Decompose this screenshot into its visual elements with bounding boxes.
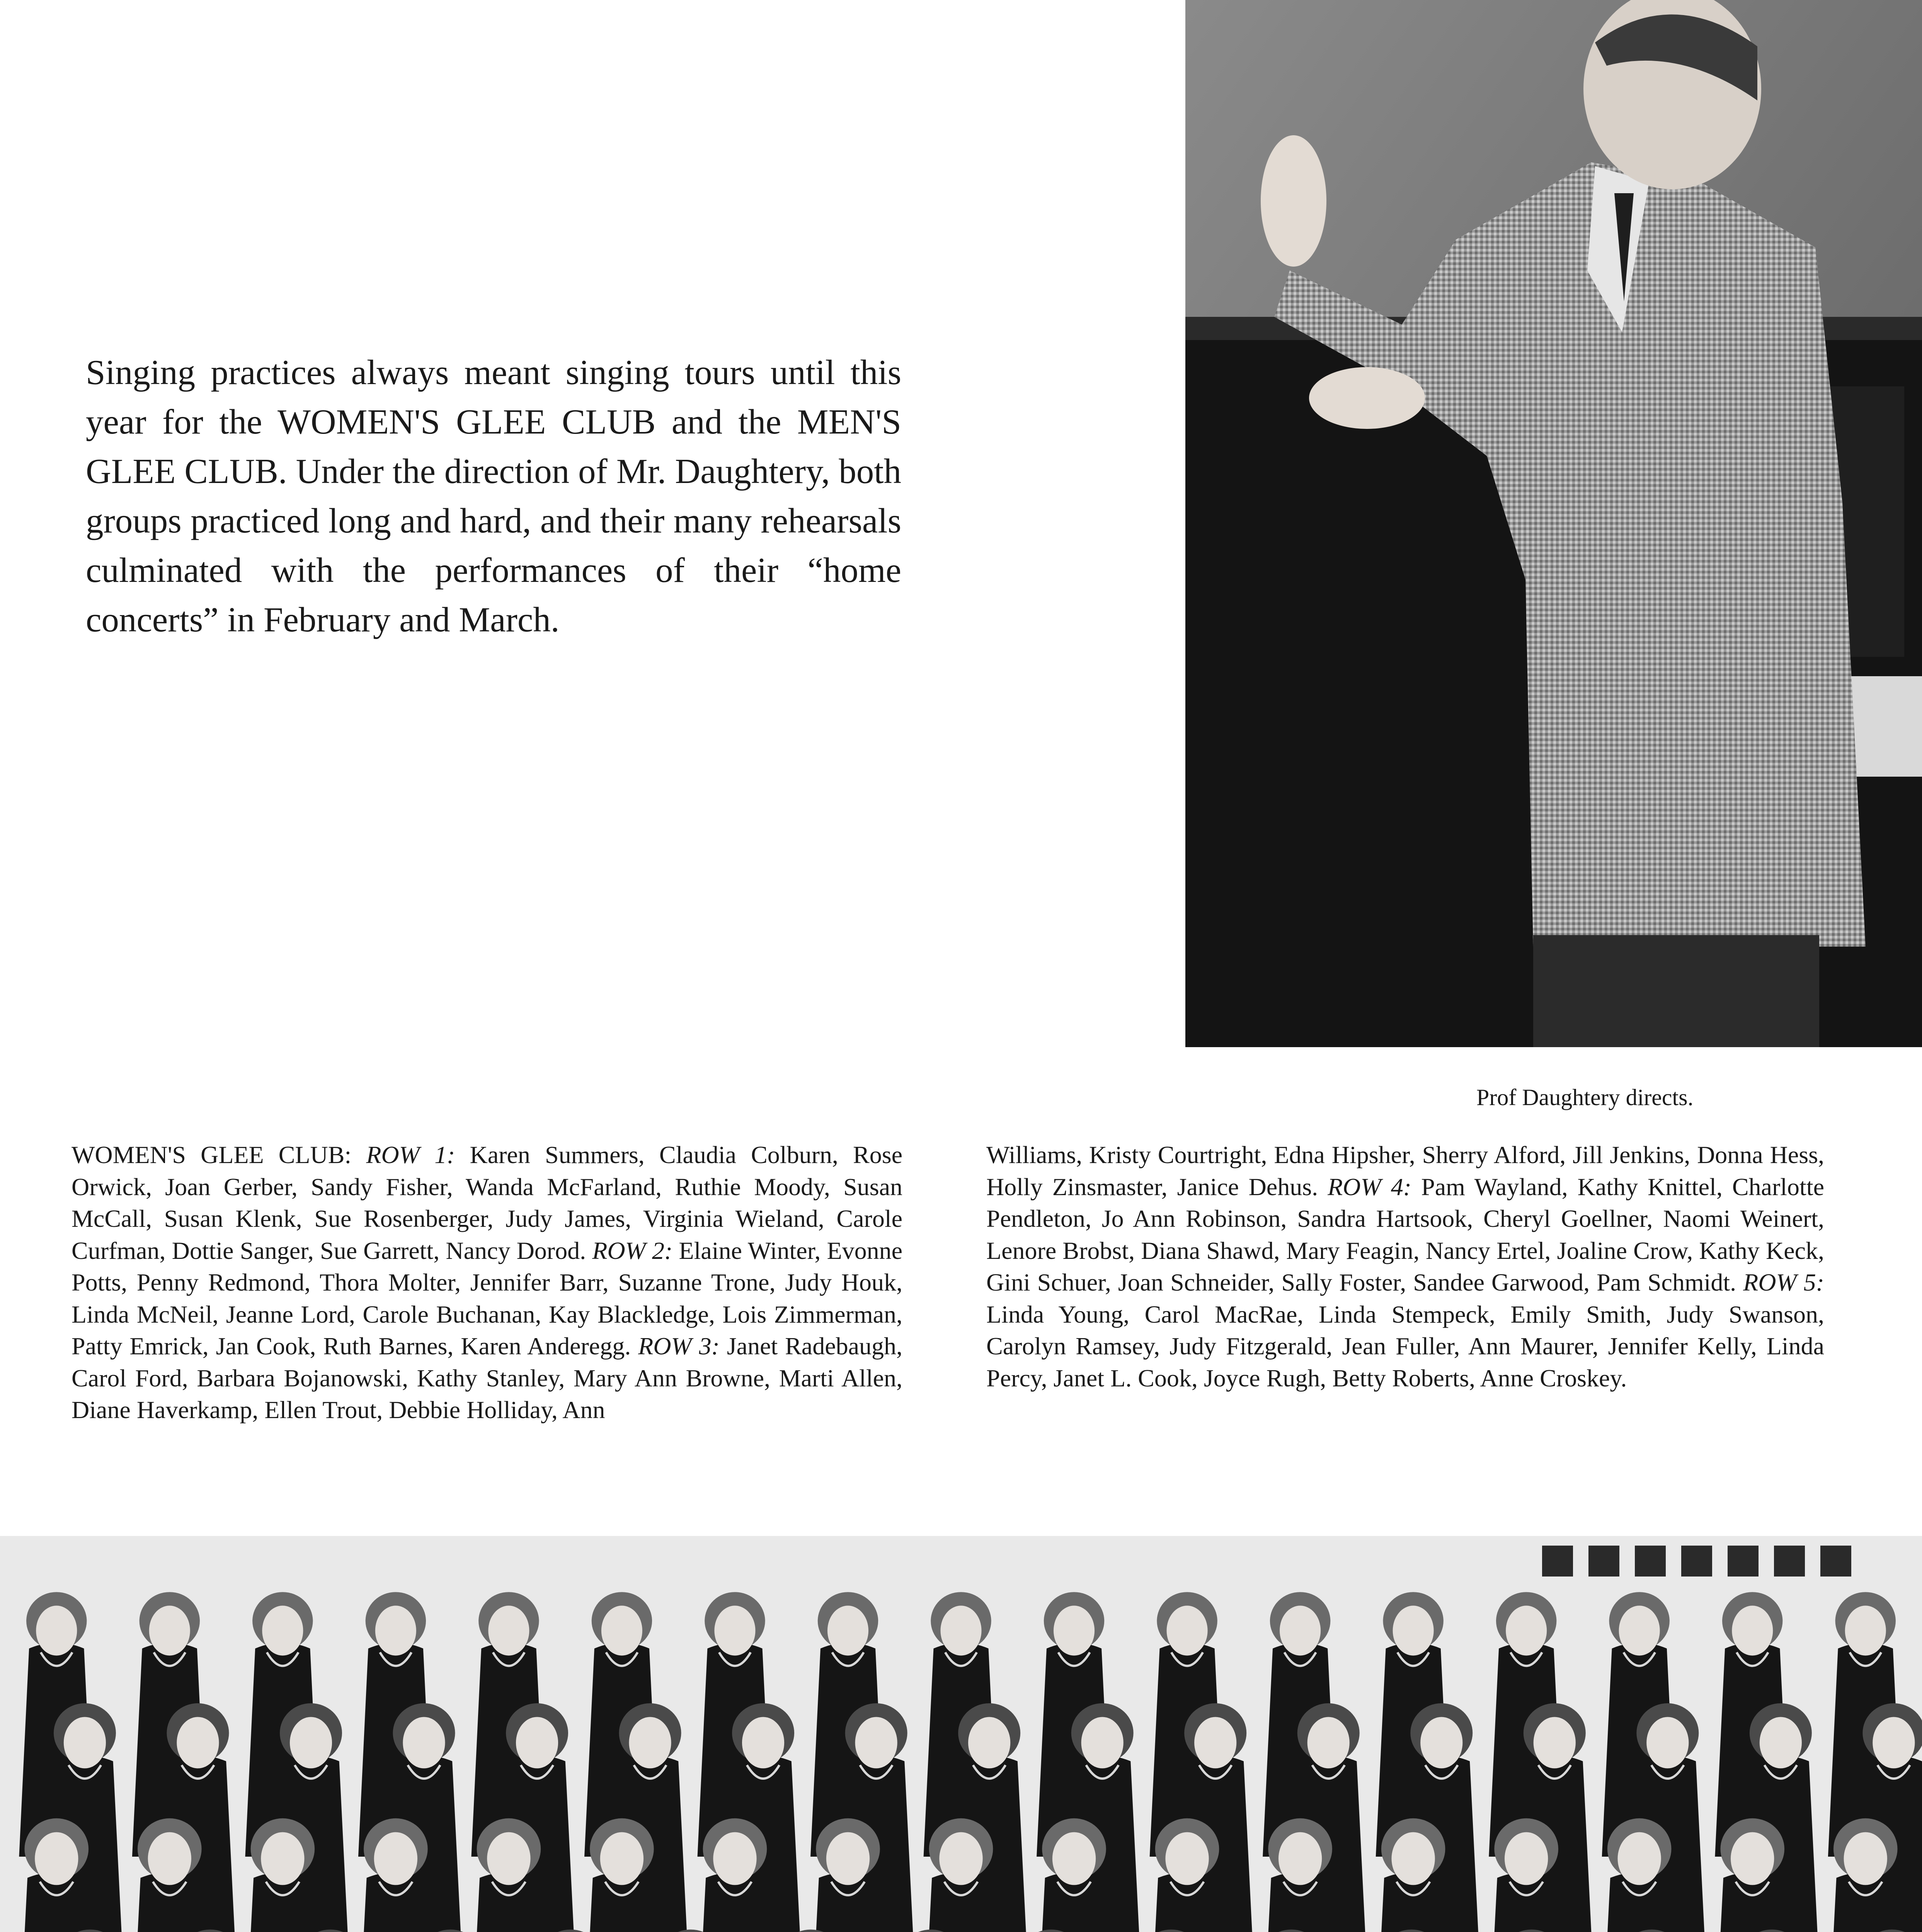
row-5-names: Linda Young, Carol MacRae, Linda Stempeck, Emily Smith, Judy Swanson, Carolyn Ramsey, Judy Fitzgerald, Jean Fuller, Ann Maurer, Jennifer Kelly, Linda Percy, Janet L. Cook, Joyce Rugh, Betty Roberts, Anne Croskey. [986,1300,1824,1392]
row-2-names: Elaine Winter, Evonne Potts, Penny Redmond, Thora Molter, Jennifer Barr, Suzanne Trone, Judy Houk, Linda McNeil, Jeanne Lord, Carole Buchanan, Kay Blackledge, Lois Zimmerman, Patty Emrick, Jan Cook, Ruth Barnes, Karen Anderegg. [72,1236,903,1360]
row-3-names-part2: Williams, Kristy Courtright, Edna Hipsher, Sherry Alford, Jill Jenkins, Donna Hess, Holly Zinsmaster, Janice Dehus. [986,1141,1824,1201]
intro-paragraph: Singing practices always meant singing tours until this year for the WOMEN'S GLEE CLUB and the MEN'S GLEE CLUB. Under the direction of Mr. Daughtery, both groups practiced long and hard, and their many rehearsals culminated with the performances of their “home concerts” in February and March. [86,353,901,639]
row-1-label: ROW 1: [366,1141,455,1168]
row-4-names: Pam Wayland, Kathy Knittel, Charlotte Pendleton, Jo Ann Robinson, Sandra Hartsook, Cheryl Goellner, Naomi Weinert, Lenore Brobst, Diana Shawd, Mary Feagin, Nancy Ertel, Joaline Crow, Kathy Keck, Gini Schuer, Joan Schneider, Sally Foster, Sandee Garwood, Pam Schmidt. [986,1173,1825,1296]
roster-right-column [986,1139,1824,1394]
row-1-names: Karen Summers, Claudia Colburn, Rose Orwick, Joan Gerber, Sandy Fisher, Wanda McFarland, Ruthie Moody, Susan McCall, Susan Klenk, Sue Rosenberger, Judy James, Virginia Wieland, Carole Curfman, Dottie Sanger, Sue Garrett, Nancy Dorod. [72,1141,903,1264]
row-2-label: ROW 2: [592,1236,673,1264]
row-4-label: ROW 4: [1328,1173,1412,1201]
row-5-label: ROW 5: [1743,1269,1825,1296]
director-photo [1185,0,1922,1047]
roster-left-column [72,1139,902,1426]
roster-heading: WOMEN'S GLEE CLUB: [72,1141,366,1168]
row-3-names-part1: Janet Radebaugh, Carol Ford, Barbara Bojanowski, Kathy Stanley, Mary Ann Browne, Marti Allen, Diane Haverkamp, Ellen Trout, Debbie Holliday, Ann [72,1332,903,1423]
row-3-label: ROW 3: [638,1332,720,1360]
glee-club-group-photo [0,1536,1922,1932]
photo-caption: Prof Daughtery directs. [1476,1085,1694,1110]
